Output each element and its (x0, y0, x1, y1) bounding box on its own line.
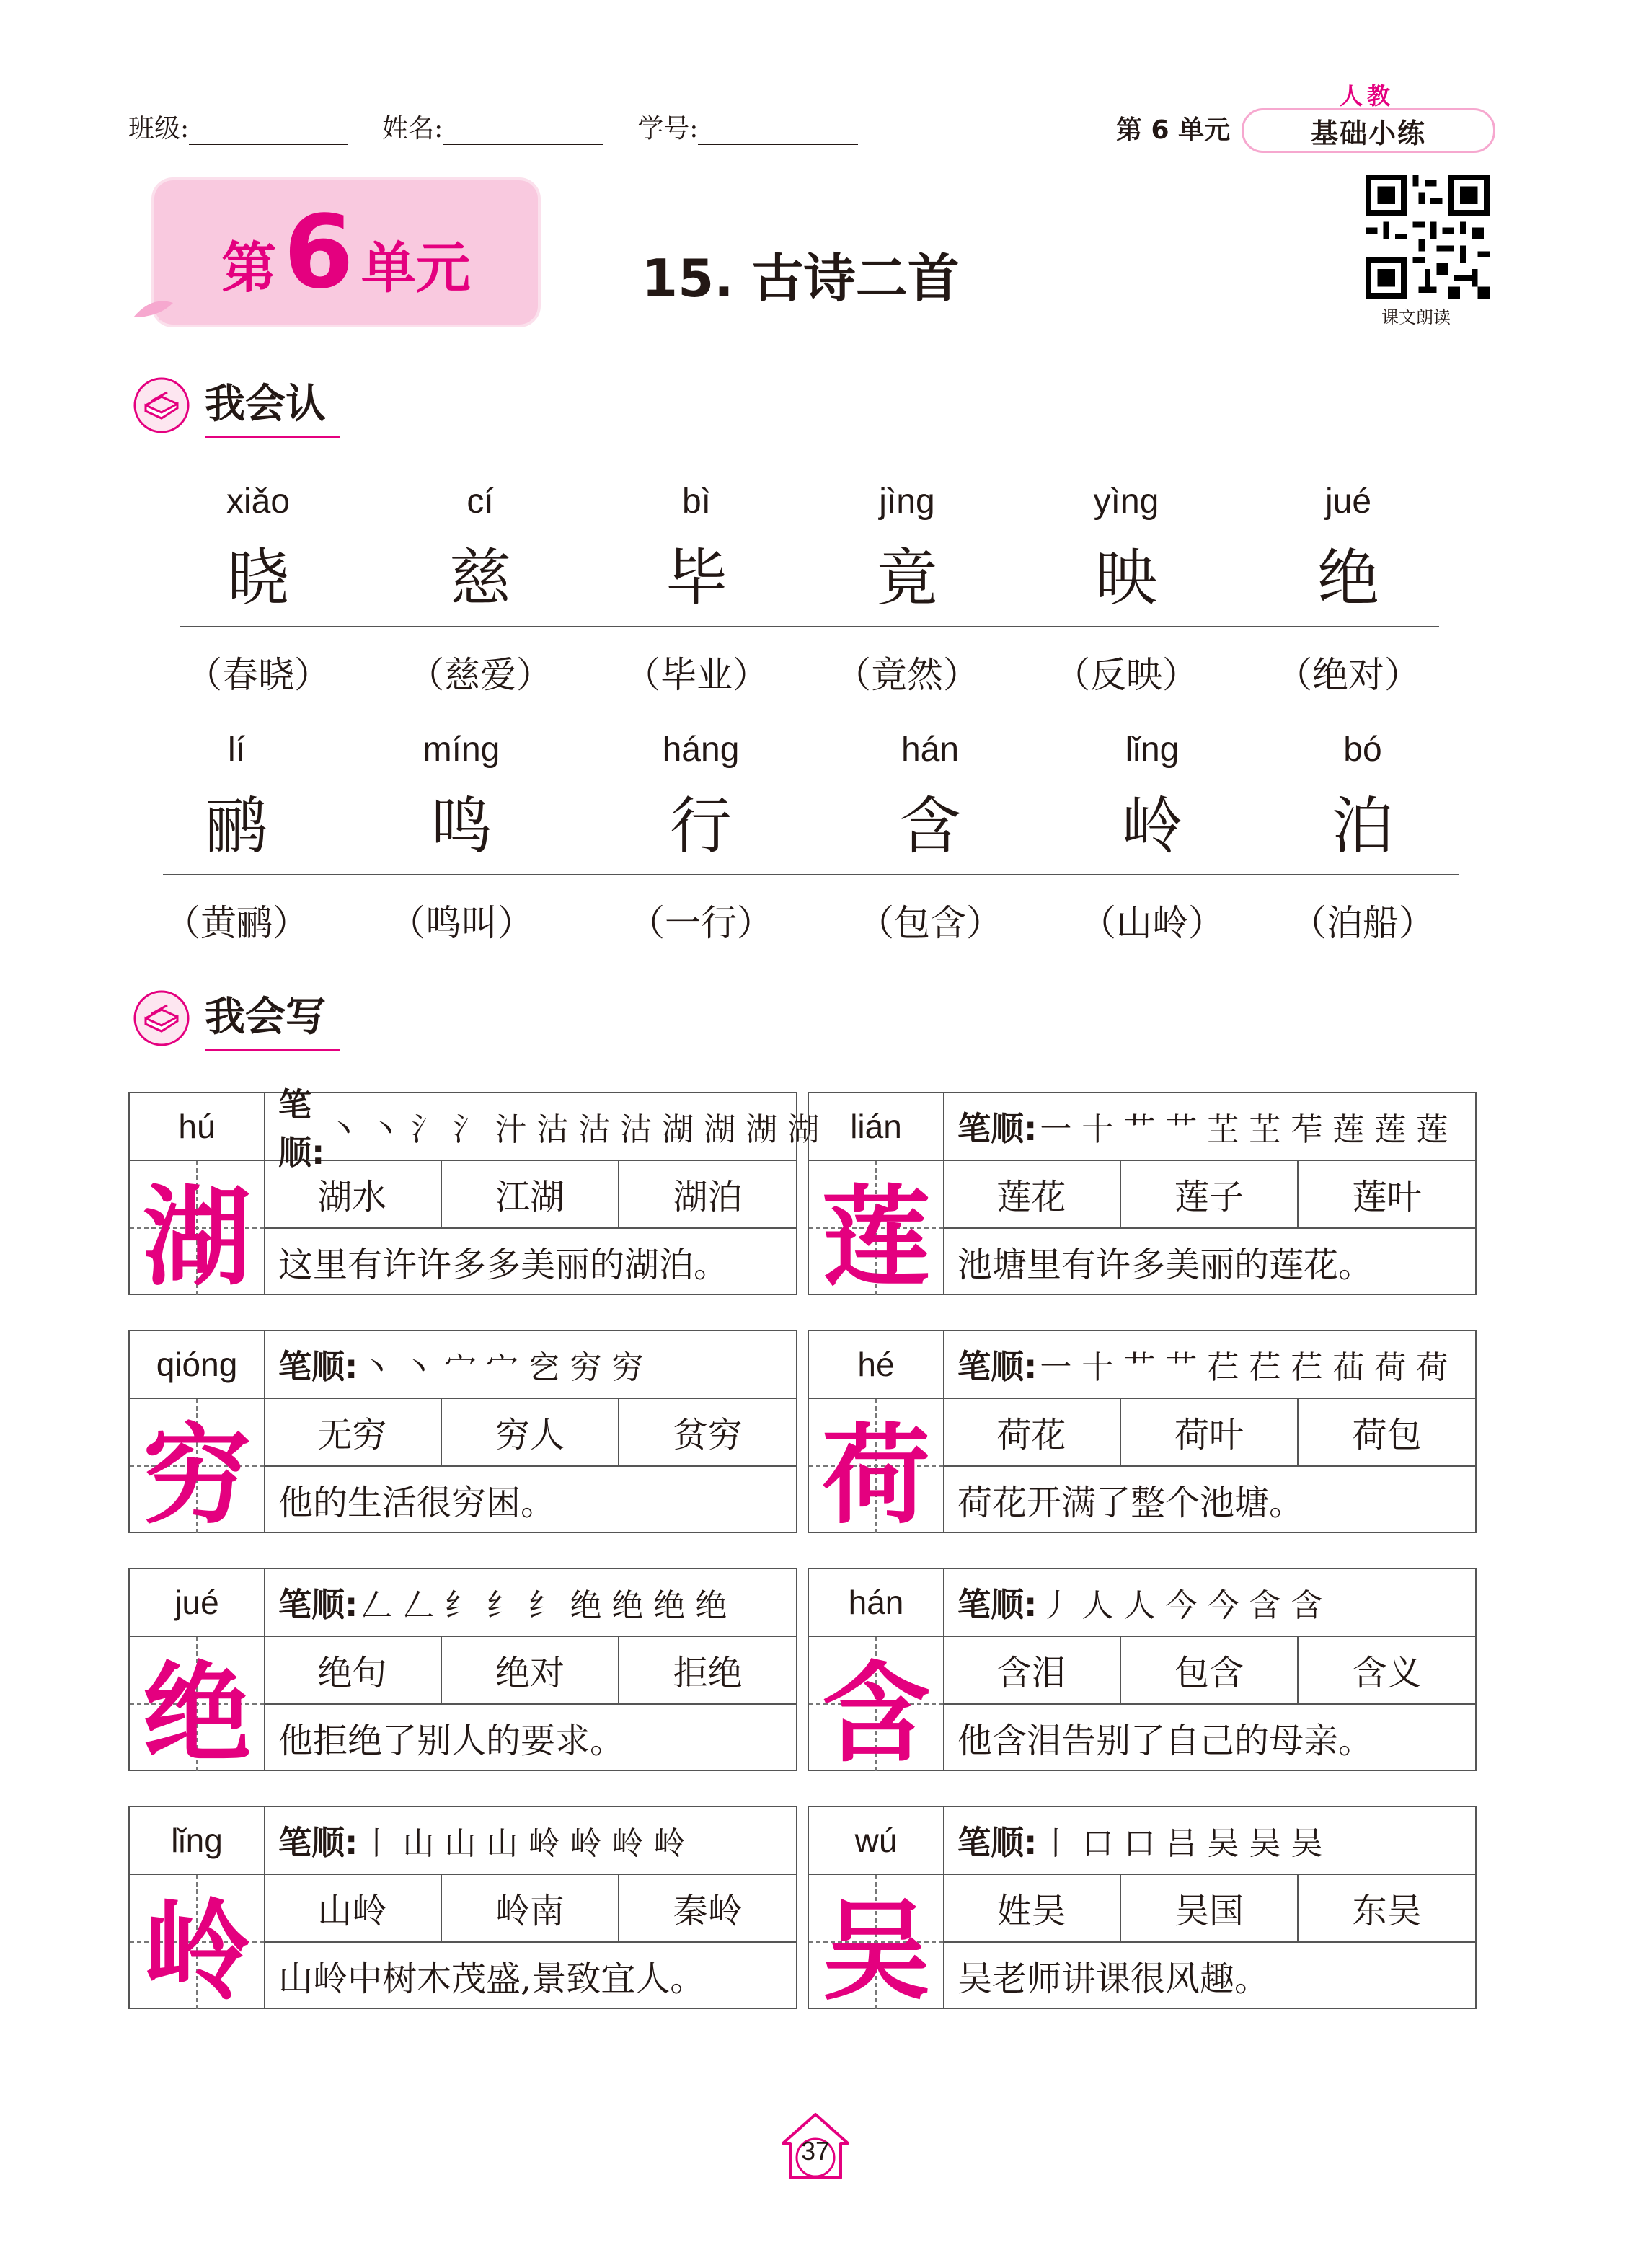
recognize-char: 绝 (1317, 542, 1379, 614)
word-example: 江湖 (442, 1160, 620, 1227)
word-example: 山岭 (264, 1874, 442, 1941)
write-char: 岭 (142, 1889, 251, 2015)
word-example: 秦岭 (673, 1890, 743, 1931)
banner-prefix: 第 (221, 235, 277, 300)
student-info-fields (128, 108, 893, 145)
recognize-char: 晓 (227, 542, 289, 614)
qr-caption: 课文朗读 (1381, 307, 1451, 327)
example-sentence: 这里有许许多多美丽的湖泊。 (278, 1244, 729, 1285)
stroke-order-row (943, 1331, 1475, 1399)
word-examples-row (264, 1636, 796, 1705)
name-blank[interactable] (443, 113, 603, 145)
recognize-word: （毕业） (624, 654, 769, 696)
word-example: 含泪 (943, 1636, 1121, 1703)
recognize-char: 鹂 (205, 790, 267, 862)
recognize-pinyin: hán (901, 731, 960, 769)
stroke-order-label: 笔顺: (957, 1109, 1038, 1148)
stroke-order-label: 笔顺: (957, 1347, 1038, 1386)
section-write-header (133, 985, 340, 1051)
write-card (808, 1806, 1477, 2015)
write-char-column (809, 1807, 944, 2015)
divider-line (180, 626, 1439, 627)
recognize-char: 行 (670, 790, 732, 862)
recognize-word: （泊船） (1291, 902, 1435, 944)
stroke-order-row (264, 1569, 796, 1637)
write-char: 湖 (142, 1175, 251, 1301)
example-sentence: 池塘里有许多美丽的莲花。 (957, 1244, 1373, 1285)
section-recognize-header (133, 372, 340, 438)
stroke-order-label: 笔顺: (278, 1823, 358, 1862)
write-pinyin: jué (130, 1569, 264, 1637)
brand-text: 基础小练 (1310, 117, 1426, 149)
example-sentence: 他拒绝了别人的要求。 (278, 1720, 625, 1761)
recognize-pinyin: jìng (879, 482, 935, 521)
book-icon (133, 989, 190, 1047)
write-char: 含 (821, 1651, 930, 1777)
recognize-pinyin: háng (662, 731, 740, 769)
write-char: 吴 (821, 1889, 930, 2015)
class-blank[interactable] (189, 113, 348, 145)
stroke-order-row (264, 1085, 820, 1172)
recognize-pinyin: cí (466, 482, 494, 521)
recognize-word: （山岭） (1080, 902, 1224, 944)
recognize-word: （慈爱） (408, 654, 552, 696)
recognize-word: （春晓） (186, 654, 330, 696)
stroke-order-row (943, 1093, 1475, 1161)
recognize-char: 含 (899, 790, 961, 862)
word-example: 荷花 (943, 1398, 1121, 1465)
page-number: 37 (800, 2136, 831, 2166)
recognize-pinyin: bó (1343, 731, 1382, 769)
write-char-column (130, 1569, 265, 1777)
stroke-order-sequence: 一 十 艹 艹 芏 芏 苲 莲 莲 莲 (1040, 1111, 1448, 1148)
word-example: 含义 (1352, 1652, 1422, 1693)
recognize-pinyin: lǐng (1125, 731, 1180, 769)
recognize-word: （黄鹂） (164, 902, 309, 944)
word-example: 无穷 (264, 1398, 442, 1465)
stroke-order-row (264, 1807, 796, 1875)
lesson-title: 15. 古诗二首 (642, 248, 960, 309)
stroke-order-label: 笔顺: (278, 1585, 358, 1624)
stroke-order-sequence: 𠃋 𠃋 纟 纟 纟 绝 绝 绝 绝 (360, 1587, 727, 1624)
word-example: 岭南 (442, 1874, 620, 1941)
recognize-word: （竟然） (835, 654, 979, 696)
word-example: 姓吴 (943, 1874, 1121, 1941)
example-sentence: 他的生活很穷困。 (278, 1482, 556, 1523)
write-char-column (130, 1807, 265, 2015)
word-example: 湖水 (264, 1160, 442, 1227)
write-pinyin: hú (130, 1093, 264, 1161)
word-examples-row (264, 1398, 796, 1467)
stroke-order-row (943, 1807, 1475, 1875)
word-examples-row (264, 1160, 796, 1229)
write-char-column (130, 1331, 265, 1539)
word-example: 吴国 (1121, 1874, 1299, 1941)
write-char: 莲 (821, 1175, 930, 1301)
write-char-column (130, 1093, 265, 1301)
write-card (128, 1085, 820, 1301)
stroke-order-row (943, 1569, 1475, 1637)
write-char-column (809, 1331, 944, 1539)
id-label: 学号: (637, 114, 699, 144)
word-examples-row (943, 1160, 1475, 1229)
recognize-word: （绝对） (1276, 654, 1420, 696)
word-example: 莲子 (1121, 1160, 1299, 1227)
write-card (128, 1568, 797, 1777)
write-pinyin: hé (809, 1331, 943, 1399)
write-pinyin: qióng (130, 1331, 264, 1399)
recognize-char: 慈 (449, 542, 511, 614)
word-example: 绝对 (442, 1636, 620, 1703)
word-examples-row (943, 1874, 1475, 1943)
example-sentence: 荷花开满了整个池塘。 (957, 1482, 1304, 1523)
stroke-order-sequence: 丿 人 人 今 今 含 含 (1040, 1587, 1323, 1624)
write-pinyin: wú (809, 1807, 943, 1875)
divider-line (163, 874, 1459, 875)
word-example: 拒绝 (673, 1652, 743, 1693)
recognize-word: （包含） (858, 902, 1002, 944)
stroke-order-sequence: 丶 丶 宀 宀 穵 穷 穷 (360, 1349, 644, 1386)
write-pinyin: hán (809, 1569, 943, 1637)
id-field (637, 108, 858, 145)
name-field (382, 108, 603, 145)
recognize-pinyin: xiǎo (226, 482, 291, 521)
class-label: 班级: (128, 114, 190, 144)
write-card (808, 1330, 1477, 1539)
word-example: 穷人 (442, 1398, 620, 1465)
recognize-pinyin: míng (423, 731, 500, 769)
stroke-order-sequence: 丨 口 口 吕 吴 吴 吴 (1040, 1825, 1323, 1862)
word-example: 包含 (1121, 1636, 1299, 1703)
word-example: 荷包 (1352, 1414, 1422, 1455)
name-label: 姓名: (382, 114, 443, 144)
word-example: 绝句 (264, 1636, 442, 1703)
recognize-char: 竟 (876, 542, 938, 614)
write-char: 穷 (142, 1413, 251, 1539)
recognize-word: （一行） (629, 902, 773, 944)
recognize-char: 岭 (1121, 790, 1183, 862)
banner-suffix: 单元 (360, 235, 471, 300)
write-char-column (809, 1093, 944, 1301)
word-example: 莲花 (943, 1160, 1121, 1227)
write-pinyin: lǐng (130, 1807, 264, 1875)
brand-badge (1242, 108, 1495, 153)
recognize-pinyin: lí (228, 731, 245, 769)
word-example: 贫穷 (673, 1414, 743, 1455)
id-blank[interactable] (698, 113, 858, 145)
recognize-word: （鸣叫） (389, 902, 534, 944)
word-examples-row (943, 1398, 1475, 1467)
leaf-icon (130, 296, 195, 325)
publisher-label: 人教 (1340, 82, 1395, 110)
stroke-order-sequence: 丶 丶 氵 氵 汁 沽 沽 沽 湖 湖 湖 湖 (327, 1111, 820, 1148)
stroke-order-label: 笔顺: (278, 1085, 325, 1172)
stroke-order-sequence: 一 十 艹 艹 芢 芢 芢 苮 荷 荷 (1040, 1349, 1448, 1386)
word-examples-row (943, 1636, 1475, 1705)
section-recognize-title: 我会认 (205, 372, 340, 438)
stroke-order-label: 笔顺: (957, 1585, 1038, 1624)
write-char: 荷 (821, 1413, 930, 1539)
recognize-char: 鸣 (430, 790, 492, 862)
write-card (128, 1806, 797, 2015)
qr-code-icon[interactable] (1366, 175, 1490, 299)
write-char: 绝 (142, 1651, 251, 1777)
unit-label: 第 6 单元 (1116, 115, 1231, 145)
recognize-pinyin: jué (1324, 482, 1372, 521)
recognize-pinyin: bì (681, 482, 712, 521)
write-card (128, 1330, 797, 1539)
section-write-title: 我会写 (205, 985, 340, 1051)
stroke-order-row (264, 1331, 796, 1399)
write-pinyin: lián (809, 1093, 943, 1161)
recognize-char: 毕 (665, 542, 727, 614)
book-icon (133, 376, 190, 434)
example-sentence: 山岭中树木茂盛,景致宜人。 (278, 1958, 705, 1999)
example-sentence: 他含泪告别了自己的母亲。 (957, 1720, 1373, 1761)
write-card (808, 1092, 1477, 1301)
recognize-word: （反映） (1054, 654, 1198, 696)
stroke-order-label: 笔顺: (957, 1823, 1038, 1862)
stroke-order-sequence: 丨 山 山 山 岭 岭 岭 岭 (360, 1825, 686, 1862)
write-char-column (809, 1569, 944, 1777)
word-examples-row (264, 1874, 796, 1943)
word-example: 湖泊 (673, 1176, 743, 1217)
recognize-pinyin: yìng (1093, 482, 1159, 521)
recognize-char: 泊 (1332, 790, 1394, 862)
example-sentence: 吴老师讲课很风趣。 (957, 1958, 1270, 1999)
banner-number: 6 (283, 193, 354, 312)
word-example: 荷叶 (1121, 1398, 1299, 1465)
stroke-order-label: 笔顺: (278, 1347, 358, 1386)
class-field (128, 108, 348, 145)
unit-banner (151, 177, 541, 327)
recognize-char: 映 (1095, 542, 1157, 614)
word-example: 莲叶 (1352, 1176, 1422, 1217)
word-example: 东吴 (1352, 1890, 1422, 1931)
write-card (808, 1568, 1477, 1777)
